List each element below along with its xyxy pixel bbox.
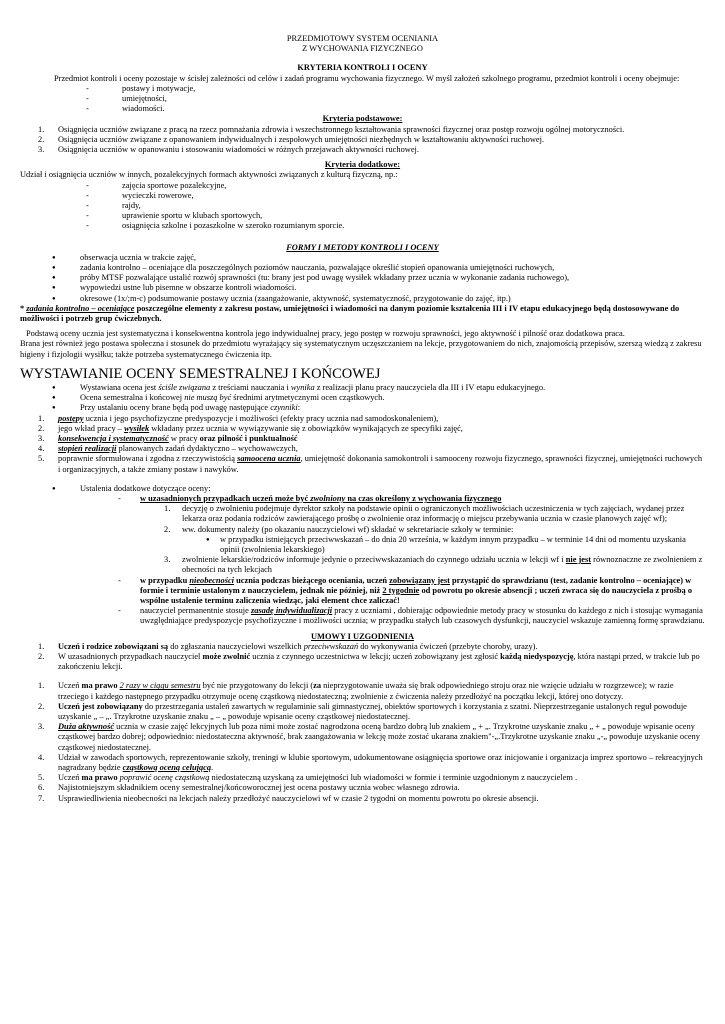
kryteria-intro: Przedmiot kontroli i oceny pozostaje w ścisłej zależności od celów i zadań programu wychowania fizycznego. W myśl założeń szkolnego programu, przedmiot kontroli i oceny obejmuje: bbox=[54, 73, 680, 83]
list-item: - wiadomości. bbox=[86, 104, 165, 114]
list-item: ● Przy ustalaniu oceny brane będą pod uwagę następujące czynniki: bbox=[52, 403, 301, 413]
list-item: 4. Udział w zawodach sportowych, reprezentowanie szkoły, treningi w klubie sportowym, udokumentowane osiągnięcia sportowe oraz inicjowanie i organizacja imprez sportowo – rekreacyjnych nagradzany będzie cząstkową oceną celującą. bbox=[38, 752, 703, 772]
doc-title-line1: PRZEDMIOTOWY SYSTEM OCENIANIA bbox=[286, 34, 439, 43]
podstawowe-title: Kryteria podstawowe: bbox=[322, 114, 403, 124]
list-item: 2. jego wkład pracy – wysiłek wkładany przez ucznia w wywiązywanie się z obowiązków wynikających ze specyfiki zajęć, bbox=[38, 423, 463, 433]
list-item: ● obserwacja ucznia w trakcie zajęć, bbox=[52, 252, 197, 262]
list-item: ● Ustalenia dodatkowe dotyczące oceny: bbox=[52, 483, 211, 493]
list-item: - osiągnięcia szkolne i pozaszkolne w szeroko rozumianym sporcie. bbox=[86, 221, 345, 231]
list-item: ● próby MTSF pozwalające ustalić rozwój sprawności (tu: brany jest pod uwagę wysiłek wkładany przez ucznia w wykonanie zadania ruchowego), bbox=[52, 273, 570, 283]
list-item: 1. Osiągnięcia uczniów związane z pracą na rzecz pomnażania zdrowia i wszechstronnego kształtowania sprawności fizycznej oraz postęp rozwoju ogólnej motoryczności. bbox=[38, 124, 625, 134]
list-item: - w uzasadnionych przypadkach uczeń może być zwolniony na czas określony z wychowania fizycznego bbox=[118, 493, 502, 503]
list-item: 1. decyzję o zwolnieniu podejmuje dyrektor szkoły na podstawie opinii o ograniczonych możliwościach uczestniczenia w tych zajęciach, wydanej przez lekarza oraz podania rodziców zawierającego prośbę o zwolnienie oraz informację o miejscu przebywania ucznia w czasie planowych zajęć wf); bbox=[164, 504, 685, 524]
list-item: ● w przypadku istniejących przeciwwskazań – do dnia 20 września, w każdym innym przypadku – w terminie 14 dni od momentu uzyskania opinii (zwolnienia lekarskiego) bbox=[206, 534, 686, 554]
list-item: ● zadania kontrolno – oceniające dla poszczególnych poziomów nauczania, pozwalające określić stopień opanowania umiejętności ruchowych, bbox=[52, 263, 555, 273]
doc-title-line2: Z WYCHOWANIA FIZYCZNEGO bbox=[302, 44, 423, 54]
wystawianie-title: WYSTAWIANIE OCENY SEMESTRALNEJ I KOŃCOWEJ bbox=[20, 365, 381, 382]
formy-note: * zadania kontrolno – oceniające poszczególne elementy z zakresu postaw, umiejętności i wiadomości na danym poziomie kształcenia III i IV etapu edukacyjnego będą dostosowywane do możliwości i potrzeb grup ćwiczebnych. bbox=[20, 303, 680, 324]
list-item: - zajęcia sportowe pozalekcyjne, bbox=[86, 180, 227, 190]
list-item: - wycieczki rowerowe, bbox=[86, 190, 194, 200]
list-item: 3. zwolnienie lekarskie/rodziców informuje jedynie o przeciwwskazaniach do czynnego udziału ucznia w lekcji wf i nie jest równoznaczne ze zwolnieniem z obecności na tych lekcjach bbox=[164, 555, 703, 575]
list-item: - umiejętności, bbox=[86, 94, 167, 104]
list-item: 5. Uczeń ma prawo poprawić ocenę cząstkową niedostateczną uzyskaną za umiejętności lub wiadomości w formie i terminie uzgodnionym z nauczycielem . bbox=[38, 773, 578, 783]
list-item: 1. Uczeń i rodzice zobowiązani są do zgłaszania nauczycielowi wszelkich przeciwwskazań do wykonywania ćwiczeń (przebyte choroby, urazy). bbox=[38, 641, 538, 651]
formy-title: FORMY I METODY KONTROLI I OCENY bbox=[286, 242, 439, 252]
list-item: - nauczyciel permanentnie stosuje zasadę indywidualizacji pracy z uczniami , dobierając odpowiednie metody pracy w stosunku do każdego z nich i stosując wymagania uwzględniające predyspozycje psychofizyczne i możliwości ucznia; w przypadku stałych lub czasowych dysfunkcji, nauczyciel wskazuje zamienną formę sprawdzianu. bbox=[118, 606, 705, 626]
list-item: ● Ocena semestralna i końcowej nie muszą być średnimi arytmetycznymi ocen cząstkowych. bbox=[52, 393, 385, 403]
list-item: ● wypowiedzi ustne lub pisemne w obszarze kontroli wiadomości. bbox=[52, 283, 297, 293]
formy-para2: Brana jest również jego postawa społeczna i stosunek do przedmiotu wyrażający się systematycznym uczęszczaniem na lekcje, przygotowaniem do nich, znajomością przepisów, szerszą wiedzą z zakresu higieny i fizjologii wysiłku; także potrzeba systematycznego ćwiczenia itp. bbox=[20, 339, 702, 359]
list-item: 7. Usprawiedliwienia nieobecności na lekcjach należy przedłożyć nauczycielowi wf w czasie 2 tygodni on momentu powrotu po okresie absencji. bbox=[38, 793, 539, 803]
list-item: ● okresowe (1x/;m-c) podsumowanie postawy ucznia (zaangażowanie, aktywność, systematyczność, przygotowanie do zajęć, itp.) bbox=[52, 293, 511, 303]
list-item: 4. stopień realizacji planowanych zadań dydaktyczno – wychowawczych, bbox=[38, 444, 298, 454]
list-item: 2. ww. dokumenty należy (po okazaniu nauczycielowi wf) składać w sekretariacie szkoły w terminie: bbox=[164, 524, 514, 534]
kryteria-title: KRYTERIA KONTROLI I OCENY bbox=[297, 63, 428, 73]
list-item: - uprawienie sportu w klubach sportowych, bbox=[86, 211, 263, 221]
list-item: - postawy i motywacje, bbox=[86, 83, 196, 93]
list-item: 3. konsekwencja i systematyczność w pracy oraz pilność i punktualność bbox=[38, 433, 298, 443]
list-item: 1. postępy ucznia i jego psychofizyczne predyspozycje i możliwości (efekty pracy ucznia nad samodoskonaleniem), bbox=[38, 413, 439, 423]
list-item: 2. Uczeń jest zobowiązany do przestrzegania ustaleń zawartych w regulaminie sali gimnastycznej, obiektów sportowych i korzystania z szatni. Nieprzestrzeganie ustalonych reguł powoduje uzyskanie „ – „. Trzykrotne uzyskanie znaku „ – „ powoduje wpisanie oceny cząstkowej niedostatecznej. bbox=[38, 701, 687, 721]
list-item: 3. Osiągnięcia uczniów w opanowaniu i stosowaniu wiadomości w różnych przejawach aktywności ruchowej. bbox=[38, 145, 419, 155]
list-item: - rajdy, bbox=[86, 201, 141, 211]
list-item: 2. W uzasadnionych przypadkach nauczyciel może zwolnić ucznia z czynnego uczestnictwa w lekcji; uczeń zobowiązany jest zgłosić każdą niedyspozycję, która nastąpi przed, w trakcie lub po zakończeniu lekcji. bbox=[38, 651, 700, 672]
list-item: 1. Uczeń ma prawo 2 razy w ciągu semestru być nie przygotowany do lekcji (za nieprzygotowanie uważa się brak odpowiedniego stroju oraz nie wzięcie udziału w rozgrzewce); w razie trzeciego i każdego następnego przypadku otrzymuje ocenę cząstkową niedostateczną; zwolnienie z ćwiczenia należy przedłożyć na początku lekcji, której ono dotyczy. bbox=[38, 681, 674, 701]
list-item: 5. poprawnie sformułowana i zgodna z rzeczywistością samoocena ucznia, umiejętność dokonania samokontroli i samooceny rozwoju fizycznego, sprawności fizycznej, umiejętności ruchowych i organizacyjnych, a także zmiany postaw i nawyków. bbox=[38, 454, 703, 474]
dodatkowe-intro: Udział i osiągnięcia uczniów w innych, pozalekcyjnych formach aktywności związanych z kulturą fizyczną, np.: bbox=[20, 170, 398, 180]
list-item: ● Wystawiana ocena jest ściśle związana z treściami nauczania i wynika z realizacji planu pracy nauczyciela dla III i IV etapu edukacyjnego. bbox=[52, 382, 546, 392]
list-item: - w przypadku nieobecności ucznia podczas bieżącego oceniania, uczeń zobowiązany jest przystąpić do sprawdzianu (test, zadanie kontrolno – oceniające) w formie i terminie ustalonym z nauczycielem, jednak nie później, niż 2 tygodnie od powrotu po okresie absencji ; uczeń zwraca się do nauczyciela z prośbą o wspólne ustalenie terminu zaliczenia wiedząc, jaki element chce zaliczać! bbox=[118, 575, 693, 605]
list-item: 3. Duża aktywność ucznia w czasie zajęć lekcyjnych lub poza nimi może zostać nagrodzona oceną bardzo dobrą lub znakiem „ + „. Trzykrotne uzyskanie znaku „ + „ powoduje wpisanie oceny cząstkowej bardzo dobrej; odpowiednio: niedostateczna aktywność, brak zaangażowania w lekcję może zostać ukarana znakiem"-„.Trzykrotne uzyskanie znaku „-„ powoduje uzyskanie oceny cząstkowej niedostatecznej. bbox=[38, 722, 700, 752]
list-item: 6. Najistotniejszym składnikiem oceny semestralnej/końcoworocznej jest ocena postawy ucznia wobec własnego zdrowia. bbox=[38, 783, 460, 793]
umowy-title: UMOWY I UZGODNIENIA bbox=[311, 631, 414, 641]
formy-para1: Podstawą oceny ucznia jest systematyczna i konsekwentna kontrola jego indywidualnej pracy, jego postęp w rozwoju sprawności, jego aktywność i pilność oraz dodatkowa praca. bbox=[26, 329, 625, 339]
list-item: 2. Osiągnięcia uczniów związane z opanowaniem indywidualnych i zespołowych umiejętności niezbędnych w kształtowaniu aktywności ruchowej. bbox=[38, 134, 545, 144]
dodatkowe-title: Kryteria dodatkowe: bbox=[324, 160, 401, 170]
